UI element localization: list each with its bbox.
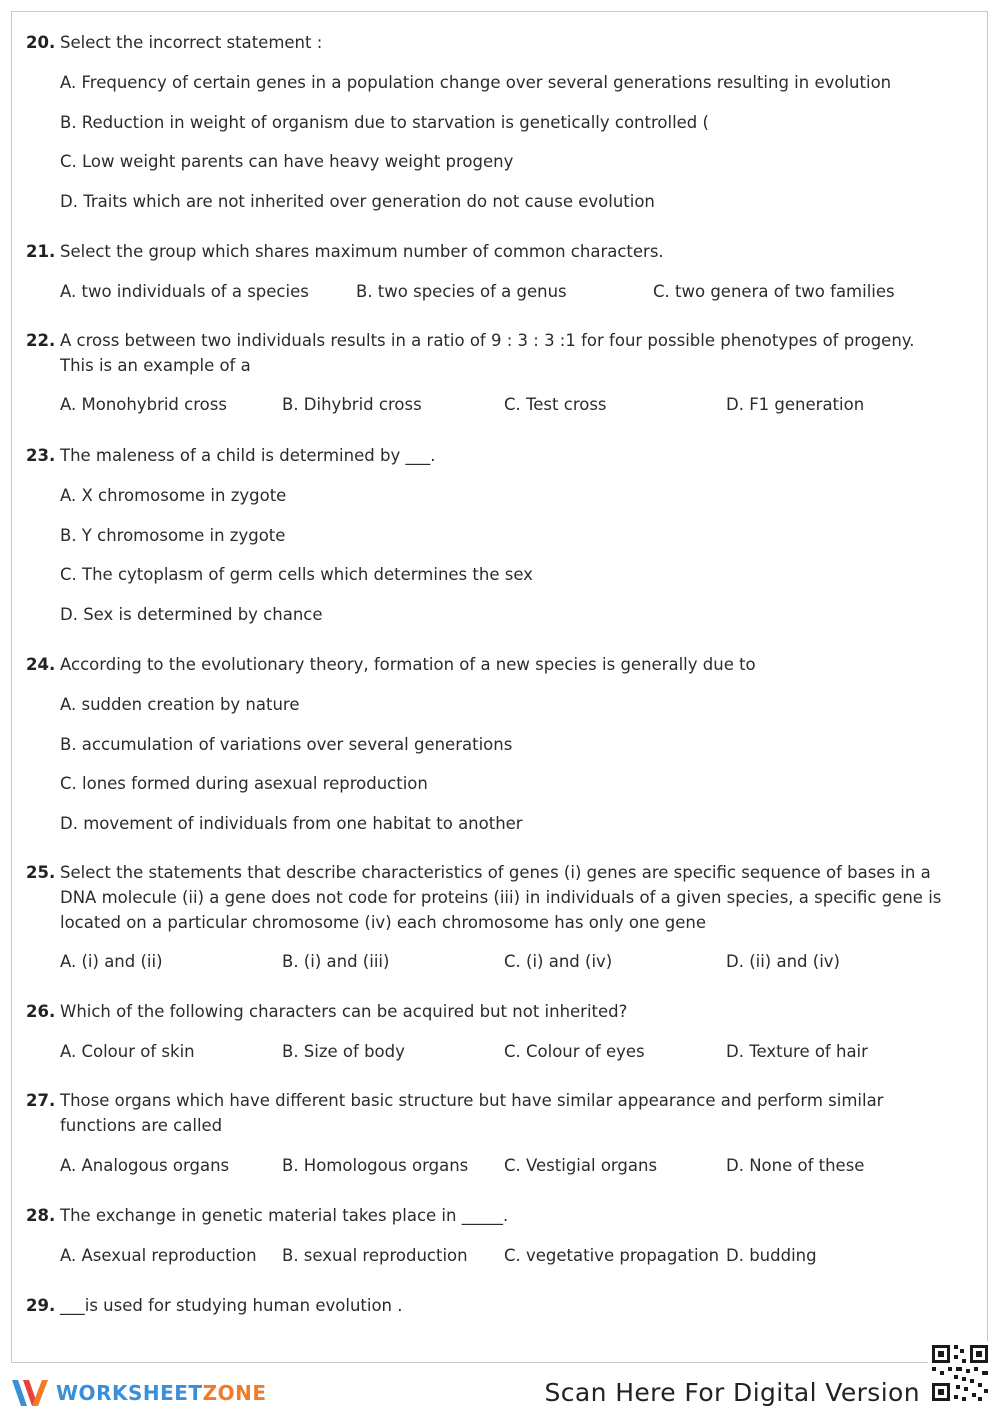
option-a: A. Monohybrid cross: [60, 395, 227, 414]
question-text: According to the evolutionary theory, formation of a new species is generally due to: [60, 655, 756, 674]
question-number: 28.: [26, 1206, 56, 1225]
question-text: Select the incorrect statement :: [60, 33, 323, 52]
question-29: [26, 1293, 946, 1318]
worksheetzone-logo-icon: [10, 1376, 50, 1410]
option-b: B. Size of body: [282, 1042, 405, 1061]
option-b: B. (i) and (iii): [282, 952, 390, 971]
question-text: Select the statements that describe characteristics of genes (i) genes are specific sequence of bases in a DNA molecule (ii) a gene does not code for proteins (iii) in individuals of a given species, a specific gene is located on a particular chromosome (iv) each chromosome has only one gene: [60, 863, 942, 932]
option-d: D. None of these: [726, 1156, 865, 1175]
question-23: [26, 443, 946, 627]
question-text: Select the group which shares maximum number of common characters.: [60, 242, 664, 261]
question-25: [26, 860, 946, 974]
question-number: 26.: [26, 1002, 56, 1021]
question-text: The exchange in genetic material takes place in _____.: [60, 1206, 509, 1225]
question-21: [26, 239, 946, 304]
question-text: Those organs which have different basic structure but have similar appearance and perform similar functions are called: [60, 1091, 884, 1135]
option-a: A. (i) and (ii): [60, 952, 163, 971]
option-c: C. Low weight parents can have heavy weight progeny: [60, 152, 514, 171]
option-a: A. sudden creation by nature: [60, 695, 300, 714]
question-text: Which of the following characters can be acquired but not inherited?: [60, 1002, 628, 1021]
option-d: D. (ii) and (iv): [726, 952, 840, 971]
option-a: A. Colour of skin: [60, 1042, 195, 1061]
question-number: 23.: [26, 446, 56, 465]
question-number: 29.: [26, 1296, 56, 1315]
option-d: D. Texture of hair: [726, 1042, 868, 1061]
option-b: B. Homologous organs: [282, 1156, 469, 1175]
option-c: C. lones formed during asexual reproduction: [60, 774, 428, 793]
brand-name: [56, 1381, 266, 1405]
question-number: 25.: [26, 863, 56, 882]
scan-caption: Scan Here For Digital Version: [544, 1378, 920, 1407]
question-text: A cross between two individuals results in a ratio of 9 : 3 : 3 :1 for four possible phenotypes of progeny. This is an example of a: [60, 331, 915, 375]
brand-logo[interactable]: [10, 1376, 266, 1410]
option-c: C. two genera of two families: [653, 282, 895, 301]
qr-code-icon[interactable]: [928, 1341, 992, 1405]
option-a: A. two individuals of a species: [60, 282, 309, 301]
question-number: 27.: [26, 1091, 56, 1110]
option-b: B. two species of a genus: [356, 282, 567, 301]
question-text: ___is used for studying human evolution .: [60, 1296, 403, 1315]
option-c: C. Vestigial organs: [504, 1156, 658, 1175]
question-number: 20.: [26, 33, 56, 52]
option-c: C. The cytoplasm of germ cells which determines the sex: [60, 565, 533, 584]
question-27: [26, 1088, 946, 1178]
brand-name-first: WORKSHEET: [56, 1381, 203, 1405]
option-b: B. sexual reproduction: [282, 1246, 468, 1265]
question-22: [26, 328, 946, 417]
question-26: [26, 999, 946, 1064]
option-c: C. vegetative propagation: [504, 1246, 720, 1265]
question-28: [26, 1203, 946, 1268]
brand-name-second: ZONE: [202, 1381, 267, 1405]
option-b: B. Y chromosome in zygote: [60, 525, 286, 545]
option-d: D. movement of individuals from one habitat to another: [60, 813, 523, 833]
option-c: C. Colour of eyes: [504, 1042, 645, 1061]
option-d: D. Sex is determined by chance: [60, 604, 323, 624]
question-number: 22.: [26, 331, 56, 350]
question-number: 24.: [26, 655, 56, 674]
option-b: B. Dihybrid cross: [282, 395, 422, 414]
question-text: The maleness of a child is determined by ___.: [60, 446, 436, 465]
option-a: A. Asexual reproduction: [60, 1246, 257, 1265]
option-d: D. F1 generation: [726, 395, 865, 414]
option-a: A. Analogous organs: [60, 1156, 230, 1175]
option-b: B. Reduction in weight of organism due to starvation is genetically controlled (: [60, 112, 709, 132]
option-c: C. Test cross: [504, 395, 607, 414]
option-b: B. accumulation of variations over several generations: [60, 734, 513, 754]
option-a: A. X chromosome in zygote: [60, 486, 287, 505]
option-d: D. Traits which are not inherited over generation do not cause evolution: [60, 191, 655, 211]
option-a: A. Frequency of certain genes in a population change over several generations resulting in evolution: [60, 73, 892, 92]
question-24: [26, 652, 946, 836]
question-number: 21.: [26, 242, 56, 261]
question-20: [26, 30, 946, 214]
option-d: D. budding: [726, 1246, 817, 1265]
option-c: C. (i) and (iv): [504, 952, 613, 971]
